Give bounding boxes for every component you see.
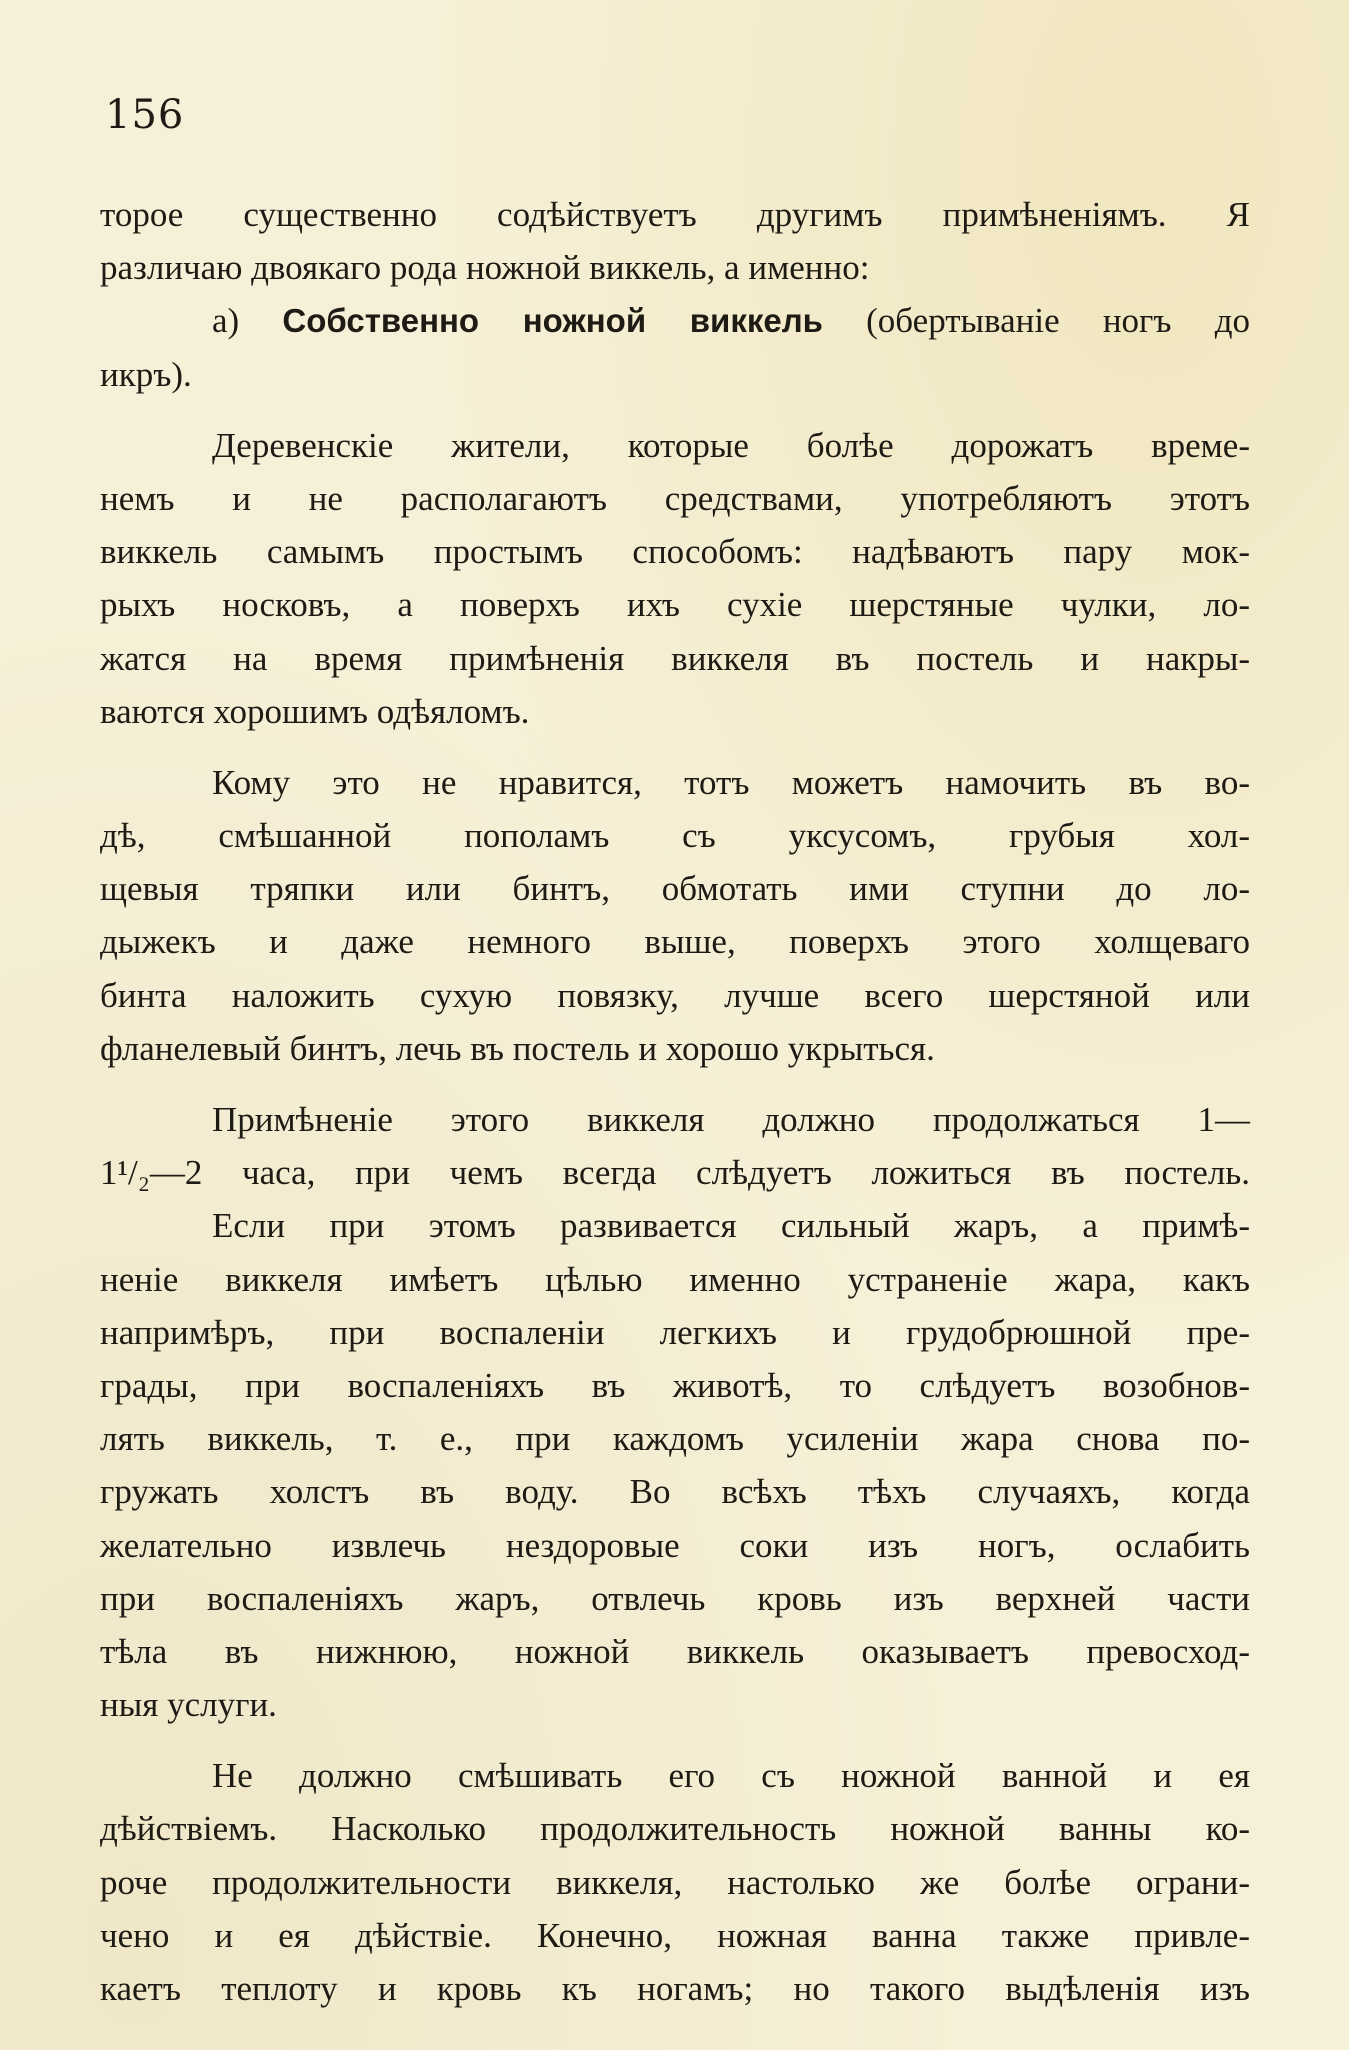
list-item-a — [100, 294, 1250, 347]
paragraph-gap — [100, 1731, 1250, 1749]
text-line: желательно извлечь нездоровые соки изъ ногъ, ослабить — [100, 1525, 1250, 1565]
text-line: Не должно смѣшивать его съ ножной ванной и ея — [212, 1756, 1250, 1796]
text-line: при воспаленіяхъ жаръ, отвлечь кровь изъ верхней части — [100, 1578, 1250, 1618]
list-marker: а) — [212, 301, 240, 341]
text-line: бинта наложить сухую повязку, лучше всего шерстяной или — [100, 975, 1250, 1015]
item-heading: Собственно ножной виккель — [282, 302, 823, 340]
text-line: щевыя тряпки или бинтъ, обмотать ими ступни до ло- — [100, 869, 1250, 909]
item-heading-note: (обертываніе ногъ до — [866, 301, 1251, 341]
paragraph-gap — [100, 1075, 1250, 1093]
text-line: Если при этомъ развивается сильный жаръ, а примѣ- — [212, 1206, 1250, 1246]
text-line: виккель самымъ простымъ способомъ: надѣваютъ пару мок- — [100, 532, 1250, 572]
text-line: дыжекъ и даже немного выше, поверхъ этого холщеваго — [100, 922, 1250, 962]
text-line: гружать холстъ въ воду. Во всѣхъ тѣхъ случаяхъ, когда — [100, 1472, 1250, 1512]
text-line: ныя услуги. — [100, 1685, 277, 1725]
text-line: лять виккель, т. е., при каждомъ усиленіи жара снова по- — [100, 1419, 1250, 1459]
text-line: 1¹/₂—2 часа, при чемъ всегда слѣдуетъ ложиться въ постель. — [100, 1153, 1250, 1193]
body-text — [100, 188, 1250, 2015]
text-line: неніе виккеля имѣетъ цѣлью именно устраненіе жара, какъ — [100, 1259, 1250, 1299]
text-line: фланелевый бинтъ, лечь въ постель и хорошо укрыться. — [100, 1028, 935, 1068]
text-line: дѣйствіемъ. Насколько продолжительность ножной ванны ко- — [100, 1809, 1250, 1849]
text-line: рыхъ носковъ, а поверхъ ихъ сухіе шерстяные чулки, ло- — [100, 585, 1250, 625]
text-line: жатся на время примѣненія виккеля въ постель и накры- — [100, 638, 1250, 678]
text-line: напримѣръ, при воспаленіи легкихъ и грудобрюшной пре- — [100, 1312, 1250, 1352]
text-line: чено и ея дѣйствіе. Конечно, ножная ванна также привле- — [100, 1915, 1250, 1955]
text-line: каетъ теплоту и кровь къ ногамъ; но такого выдѣленія изъ — [100, 1969, 1250, 2008]
text-line: тѣла въ нижнюю, ножной виккель оказываетъ превосход- — [100, 1631, 1250, 1671]
page-number: 156 — [105, 92, 185, 138]
text-line: грады, при воспаленіяхъ въ животѣ, то слѣдуетъ возобнов- — [100, 1365, 1250, 1405]
text-line: роче продолжительности виккеля, настолько же болѣе ограни- — [100, 1862, 1250, 1902]
paragraph-gap — [100, 738, 1250, 756]
text-line: дѣ, смѣшанной пополамъ съ уксусомъ, грубыя хол- — [100, 816, 1250, 856]
text-line: немъ и не располагаютъ средствами, употребляютъ этотъ — [100, 478, 1250, 518]
text-line: различаю двоякаго рода ножной виккель, а именно: — [100, 248, 870, 288]
text-line: Кому это не нравится, тотъ можетъ намочить въ во- — [212, 762, 1250, 802]
text-line: икръ). — [100, 354, 192, 394]
text-line: Примѣненіе этого виккеля должно продолжаться 1— — [212, 1100, 1250, 1139]
text-line: Деревенскіе жители, которые болѣе дорожатъ време- — [212, 425, 1250, 465]
text-line: ваются хорошимъ одѣяломъ. — [100, 691, 530, 731]
text-line: торое существенно содѣйствуетъ другимъ примѣненіямъ. Я — [100, 195, 1250, 234]
paragraph-gap — [100, 401, 1250, 419]
